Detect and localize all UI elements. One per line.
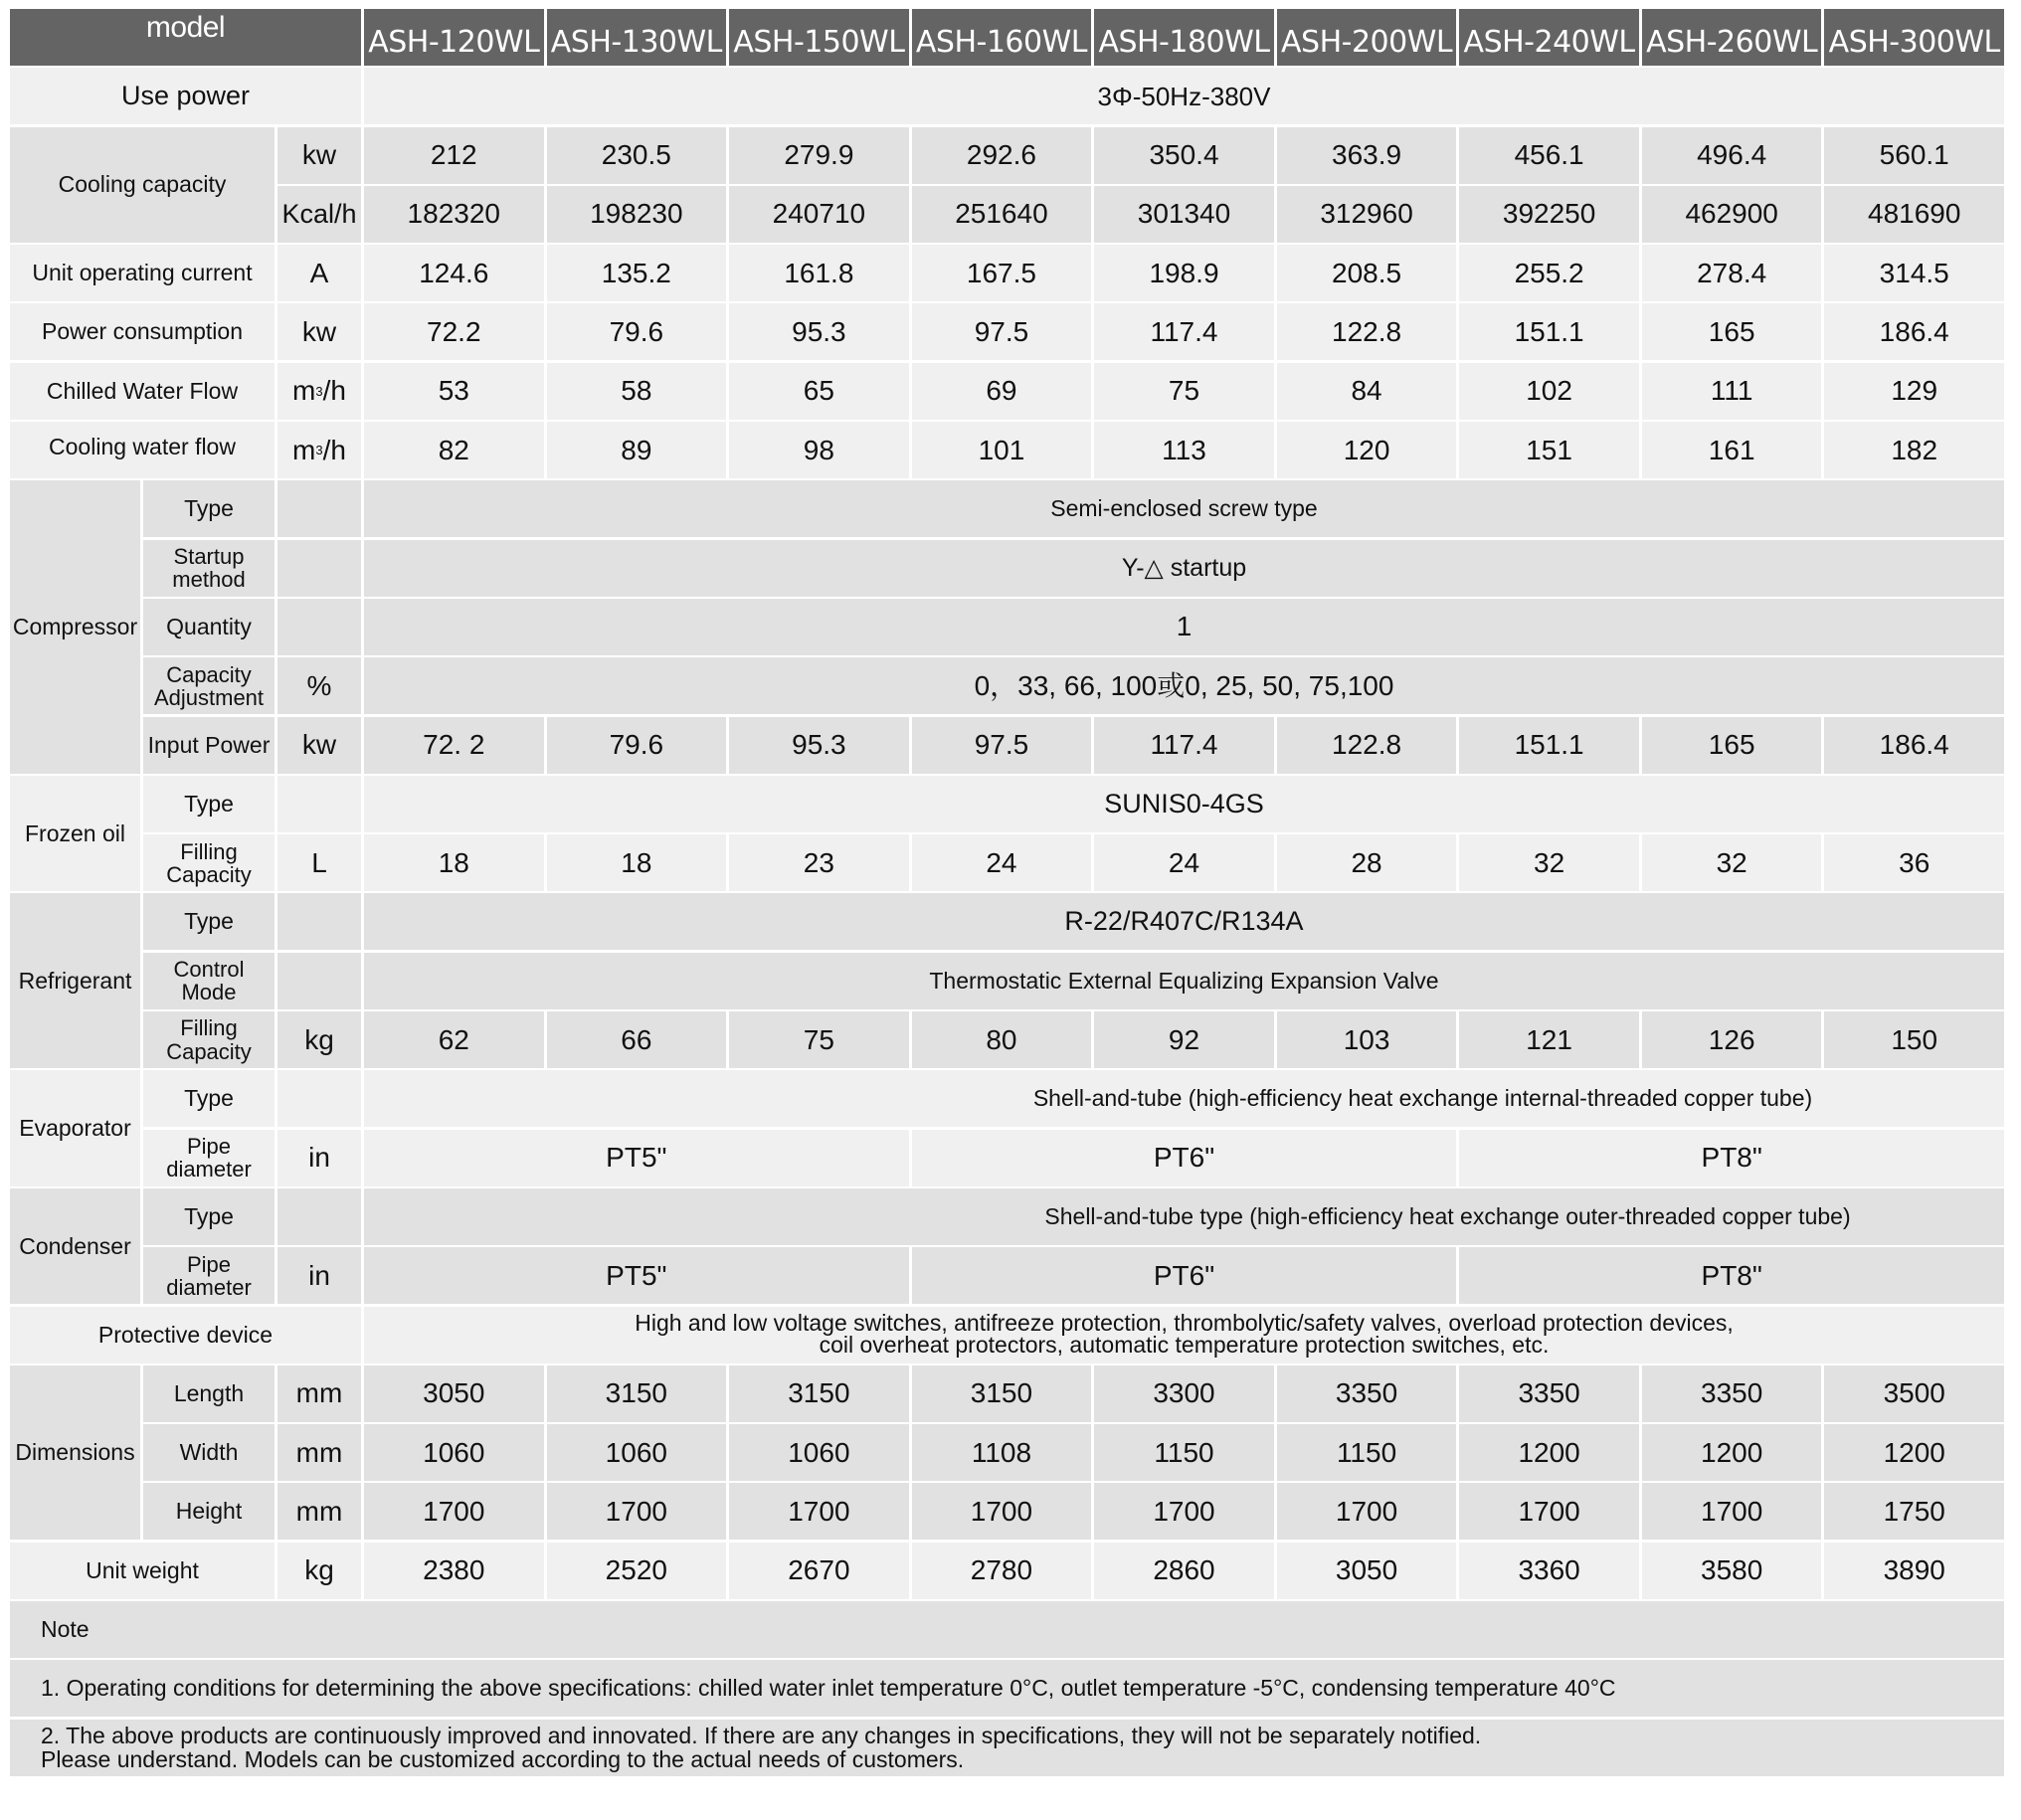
- frozen-oil-filling-value: 23: [729, 834, 909, 891]
- refrigerant-type-value: R-22/R407C/R134A: [364, 893, 2004, 950]
- model-col-header: ASH-200WL: [1277, 9, 1457, 66]
- condenser-pipe-value: PT6": [912, 1247, 1457, 1304]
- empty-unit-cell: [277, 540, 361, 597]
- cooling-kw-value: 496.4: [1642, 127, 1822, 184]
- empty-unit-cell: [277, 776, 361, 832]
- note-title: Note: [10, 1601, 2004, 1658]
- chilled-water-flow-value: 69: [912, 363, 1092, 420]
- width-value: 1108: [912, 1424, 1092, 1481]
- refrigerant-filling-value: 103: [1277, 1011, 1457, 1068]
- cooling-capacity-label: Cooling capacity: [10, 127, 275, 243]
- operating-current-value: 161.8: [729, 245, 909, 301]
- unit-tail: /h: [322, 375, 346, 407]
- evaporator-type-label: Type: [143, 1070, 275, 1127]
- width-value: 1150: [1277, 1424, 1457, 1481]
- input-power-unit: kw: [277, 717, 361, 774]
- cooling-water-flow-value: 82: [364, 422, 544, 478]
- width-value: 1060: [547, 1424, 727, 1481]
- unit-weight-value: 3890: [1824, 1543, 2004, 1599]
- frozen-oil-filling-value: 24: [1094, 834, 1274, 891]
- note-2-line: Please understand. Models can be customized according to the actual needs of customers.: [41, 1746, 965, 1773]
- operating-current-value: 255.2: [1459, 245, 1639, 301]
- operating-current-value: 208.5: [1277, 245, 1457, 301]
- quantity-label: Quantity: [143, 599, 275, 655]
- unit-weight-value: 3580: [1642, 1543, 1822, 1599]
- refrigerant-filling-value: 150: [1824, 1011, 2004, 1068]
- refrigerant-filling-unit: kg: [277, 1011, 361, 1068]
- chilled-water-flow-value: 53: [364, 363, 544, 420]
- model-header: model: [10, 9, 361, 66]
- width-value: 1060: [364, 1424, 544, 1481]
- frozen-oil-filling-value: 32: [1642, 834, 1822, 891]
- label-line: Startup: [173, 544, 245, 570]
- model-col-header: ASH-240WL: [1459, 9, 1639, 66]
- power-consumption-value: 165: [1642, 303, 1822, 360]
- power-consumption-value: 97.5: [912, 303, 1092, 360]
- width-label: Width: [143, 1424, 275, 1481]
- power-consumption-value: 79.6: [547, 303, 727, 360]
- empty-unit-cell: [277, 1188, 361, 1245]
- control-mode-value: Thermostatic External Equalizing Expansion Valve: [364, 953, 2004, 1009]
- cooling-kw-value: 292.6: [912, 127, 1092, 184]
- cooling-water-flow-value: 101: [912, 422, 1092, 478]
- capacity-adjustment-unit: %: [277, 657, 361, 714]
- unit-base: m: [292, 375, 316, 407]
- unit-sup: 3: [315, 383, 323, 399]
- label-line: Capacity: [166, 861, 252, 887]
- cooling-kcal-value: 182320: [364, 186, 544, 243]
- cooling-water-flow-value: 151: [1459, 422, 1639, 478]
- protective-line: coil overheat protectors, automatic temperature protection switches, etc.: [819, 1332, 1550, 1359]
- frozen-oil-filling-value: 18: [547, 834, 727, 891]
- note-1: 1. Operating conditions for determining the above specifications: chilled water inlet temperature 0°C, outlet temperature -5°C, condensing temperature 40°C: [10, 1660, 2004, 1717]
- startup-method-value: Y-△ startup: [364, 540, 2004, 597]
- protective-device-value: [364, 1307, 2004, 1364]
- model-col-header: ASH-120WL: [364, 9, 544, 66]
- length-value: 3150: [729, 1365, 909, 1422]
- cooling-water-flow-value: 182: [1824, 422, 2004, 478]
- evaporator-pipe-value: PT6": [912, 1130, 1457, 1186]
- input-power-value: 186.4: [1824, 717, 2004, 774]
- operating-current-label: Unit operating current: [10, 245, 275, 301]
- model-col-header: ASH-150WL: [729, 9, 909, 66]
- unit-tail: /h: [322, 434, 346, 465]
- length-value: 3150: [547, 1365, 727, 1422]
- label-line: Control: [173, 957, 245, 983]
- unit-weight-unit: kg: [277, 1543, 361, 1599]
- chilled-water-flow-value: 129: [1824, 363, 2004, 420]
- frozen-oil-filling-value: 32: [1459, 834, 1639, 891]
- power-consumption-value: 151.1: [1459, 303, 1639, 360]
- label-line: diameter: [166, 1274, 252, 1300]
- label-line: Adjustment: [153, 684, 265, 710]
- condenser-pipe-value: PT8": [1459, 1247, 2004, 1304]
- length-value: 3500: [1824, 1365, 2004, 1422]
- label-line: Capacity: [166, 1038, 252, 1064]
- frozen-oil-filling-value: 24: [912, 834, 1092, 891]
- model-col-header: ASH-180WL: [1094, 9, 1274, 66]
- unit-weight-value: 2380: [364, 1543, 544, 1599]
- frozen-oil-label: Frozen oil: [10, 776, 140, 891]
- note-2-line: 2. The above products are continuously improved and innovated. If there are any changes in specifications, they will not be separately notified.: [41, 1722, 1482, 1748]
- refrigerant-filling-value: 80: [912, 1011, 1092, 1068]
- input-power-label: Input Power: [143, 717, 275, 774]
- evaporator-pipe-label: [143, 1130, 275, 1186]
- quantity-value: 1: [364, 599, 2004, 655]
- condenser-pipe-value: PT5": [364, 1247, 909, 1304]
- cooling-kcal-value: 392250: [1459, 186, 1639, 243]
- unit-weight-value: 2780: [912, 1543, 1092, 1599]
- unit-weight-label: Unit weight: [10, 1543, 275, 1599]
- cooling-kw-value: 363.9: [1277, 127, 1457, 184]
- chilled-water-flow-value: 65: [729, 363, 909, 420]
- operating-current-value: 314.5: [1824, 245, 2004, 301]
- power-consumption-value: 95.3: [729, 303, 909, 360]
- input-power-value: 79.6: [547, 717, 727, 774]
- control-mode-label: [143, 953, 275, 1009]
- refrigerant-type-label: Type: [143, 893, 275, 950]
- operating-current-value: 278.4: [1642, 245, 1822, 301]
- model-col-header: ASH-260WL: [1642, 9, 1822, 66]
- refrigerant-filling-value: 62: [364, 1011, 544, 1068]
- model-col-header: ASH-300WL: [1824, 9, 2004, 66]
- power-consumption-value: 72.2: [364, 303, 544, 360]
- cooling-kw-value: 279.9: [729, 127, 909, 184]
- empty-unit-cell: [277, 599, 361, 655]
- unit-weight-value: 2670: [729, 1543, 909, 1599]
- cooling-kw-unit: kw: [277, 127, 361, 184]
- width-value: 1200: [1824, 1424, 2004, 1481]
- evaporator-label: Evaporator: [10, 1070, 140, 1185]
- refrigerant-label: Refrigerant: [10, 893, 140, 1068]
- condenser-pipe-unit: in: [277, 1247, 361, 1304]
- height-value: 1750: [1824, 1483, 2004, 1540]
- unit-weight-value: 3360: [1459, 1543, 1639, 1599]
- width-unit: mm: [277, 1424, 361, 1481]
- height-label: Height: [143, 1483, 275, 1540]
- evaporator-pipe-value: PT5": [364, 1130, 909, 1186]
- note-2: [10, 1720, 2004, 1776]
- length-unit: mm: [277, 1365, 361, 1422]
- cooling-kcal-value: 462900: [1642, 186, 1822, 243]
- height-value: 1700: [1642, 1483, 1822, 1540]
- height-value: 1700: [1094, 1483, 1274, 1540]
- power-consumption-value: 117.4: [1094, 303, 1274, 360]
- refrigerant-filling-value: 121: [1459, 1011, 1639, 1068]
- label-line: method: [172, 567, 246, 593]
- cooling-kcal-value: 301340: [1094, 186, 1274, 243]
- capacity-adjustment-label: [143, 657, 275, 714]
- label-line: Pipe: [186, 1251, 232, 1277]
- chilled-water-flow-label: Chilled Water Flow: [10, 363, 275, 420]
- frozen-oil-filling-value: 18: [364, 834, 544, 891]
- width-value: 1200: [1459, 1424, 1639, 1481]
- input-power-value: 97.5: [912, 717, 1092, 774]
- input-power-value: 122.8: [1277, 717, 1457, 774]
- cooling-water-flow-value: 89: [547, 422, 727, 478]
- chilled-water-flow-value: 75: [1094, 363, 1274, 420]
- frozen-oil-type-value: SUNIS0-4GS: [364, 776, 2004, 832]
- label-line: Mode: [181, 980, 237, 1005]
- startup-method-label: [143, 540, 275, 597]
- evaporator-pipe-value: PT8": [1459, 1130, 2004, 1186]
- cooling-kcal-unit: Kcal/h: [277, 186, 361, 243]
- protective-line: High and low voltage switches, antifreeze protection, thrombolytic/safety valves, overload protection devices,: [635, 1310, 1734, 1337]
- length-value: 3350: [1459, 1365, 1639, 1422]
- evaporator-type-value: Shell-and-tube (high-efficiency heat exchange internal-threaded copper tube): [364, 1070, 2004, 1127]
- label-line: diameter: [166, 1157, 252, 1183]
- cooling-kw-value: 350.4: [1094, 127, 1274, 184]
- unit-weight-value: 2860: [1094, 1543, 1274, 1599]
- cooling-water-flow-label: Cooling water flow: [10, 422, 275, 478]
- cooling-kw-value: 230.5: [547, 127, 727, 184]
- condenser-pipe-label: [143, 1247, 275, 1304]
- power-consumption-value: 122.8: [1277, 303, 1457, 360]
- height-value: 1700: [364, 1483, 544, 1540]
- input-power-value: 151.1: [1459, 717, 1639, 774]
- refrigerant-filling-value: 75: [729, 1011, 909, 1068]
- empty-unit-cell: [277, 1070, 361, 1127]
- height-value: 1700: [729, 1483, 909, 1540]
- cooling-kw-value: 456.1: [1459, 127, 1639, 184]
- length-value: 3350: [1642, 1365, 1822, 1422]
- compressor-type-value: Semi-enclosed screw type: [364, 480, 2004, 537]
- model-col-header: ASH-130WL: [547, 9, 727, 66]
- cooling-water-flow-value: 98: [729, 422, 909, 478]
- frozen-oil-filling-unit: L: [277, 834, 361, 891]
- chilled-water-flow-value: 58: [547, 363, 727, 420]
- model-col-header: ASH-160WL: [912, 9, 1092, 66]
- cooling-water-flow-value: 113: [1094, 422, 1274, 478]
- height-value: 1700: [547, 1483, 727, 1540]
- unit-weight-value: 2520: [547, 1543, 727, 1599]
- height-value: 1700: [912, 1483, 1092, 1540]
- cooling-kcal-value: 240710: [729, 186, 909, 243]
- width-value: 1060: [729, 1424, 909, 1481]
- input-power-value: 165: [1642, 717, 1822, 774]
- input-power-value: 117.4: [1094, 717, 1274, 774]
- unit-weight-value: 3050: [1277, 1543, 1457, 1599]
- height-value: 1700: [1277, 1483, 1457, 1540]
- chilled-water-flow-value: 102: [1459, 363, 1639, 420]
- chilled-water-flow-value: 84: [1277, 363, 1457, 420]
- operating-current-value: 198.9: [1094, 245, 1274, 301]
- operating-current-value: 135.2: [547, 245, 727, 301]
- power-consumption-unit: kw: [277, 303, 361, 360]
- empty-unit-cell: [277, 480, 361, 537]
- frozen-oil-filling-value: 28: [1277, 834, 1457, 891]
- power-consumption-value: 186.4: [1824, 303, 2004, 360]
- label-line: Pipe: [186, 1134, 232, 1160]
- protective-device-label: Protective device: [10, 1307, 361, 1364]
- width-value: 1200: [1642, 1424, 1822, 1481]
- input-power-value: 95.3: [729, 717, 909, 774]
- cooling-water-flow-unit: [277, 422, 361, 478]
- operating-current-value: 167.5: [912, 245, 1092, 301]
- frozen-oil-type-label: Type: [143, 776, 275, 832]
- length-value: 3050: [364, 1365, 544, 1422]
- input-power-value: 72. 2: [364, 717, 544, 774]
- frozen-oil-filling-value: 36: [1824, 834, 2004, 891]
- refrigerant-filling-value: 92: [1094, 1011, 1274, 1068]
- compressor-label: Compressor: [10, 480, 140, 773]
- length-value: 3350: [1277, 1365, 1457, 1422]
- refrigerant-filling-value: 66: [547, 1011, 727, 1068]
- length-value: 3150: [912, 1365, 1092, 1422]
- capacity-adjustment-value: 0，33, 66, 100或0, 25, 50, 75,100: [364, 657, 2004, 714]
- length-label: Length: [143, 1365, 275, 1422]
- width-value: 1150: [1094, 1424, 1274, 1481]
- cooling-water-flow-value: 161: [1642, 422, 1822, 478]
- frozen-oil-filling-label: [143, 834, 275, 891]
- label-line: Capacity: [166, 661, 252, 687]
- chilled-water-flow-value: 111: [1642, 363, 1822, 420]
- dimensions-label: Dimensions: [10, 1365, 140, 1541]
- cooling-kcal-value: 198230: [547, 186, 727, 243]
- length-value: 3300: [1094, 1365, 1274, 1422]
- empty-unit-cell: [277, 953, 361, 1009]
- condenser-type-value: Shell-and-tube type (high-efficiency heat exchange outer-threaded copper tube): [364, 1188, 2004, 1245]
- height-value: 1700: [1459, 1483, 1639, 1540]
- cooling-water-flow-value: 120: [1277, 422, 1457, 478]
- spec-table: [10, 9, 2004, 1776]
- cooling-kcal-value: 251640: [912, 186, 1092, 243]
- label-line: Filling: [180, 1015, 238, 1041]
- unit-sup: 3: [315, 443, 323, 458]
- chilled-water-flow-unit: [277, 363, 361, 420]
- cooling-kw-value: 212: [364, 127, 544, 184]
- label-line: Filling: [180, 838, 238, 864]
- unit-base: m: [292, 434, 316, 465]
- refrigerant-filling-label: [143, 1011, 275, 1068]
- use-power-value: 3Φ-50Hz-380V: [364, 68, 2004, 124]
- cooling-kw-value: 560.1: [1824, 127, 2004, 184]
- condenser-label: Condenser: [10, 1188, 140, 1304]
- use-power-label: Use power: [10, 68, 361, 124]
- refrigerant-filling-value: 126: [1642, 1011, 1822, 1068]
- operating-current-unit: A: [277, 245, 361, 301]
- cooling-kcal-value: 312960: [1277, 186, 1457, 243]
- evaporator-pipe-unit: in: [277, 1130, 361, 1186]
- condenser-type-label: Type: [143, 1188, 275, 1245]
- height-unit: mm: [277, 1483, 361, 1540]
- power-consumption-label: Power consumption: [10, 303, 275, 360]
- compressor-type-label: Type: [143, 480, 275, 537]
- operating-current-value: 124.6: [364, 245, 544, 301]
- empty-unit-cell: [277, 893, 361, 950]
- cooling-kcal-value: 481690: [1824, 186, 2004, 243]
